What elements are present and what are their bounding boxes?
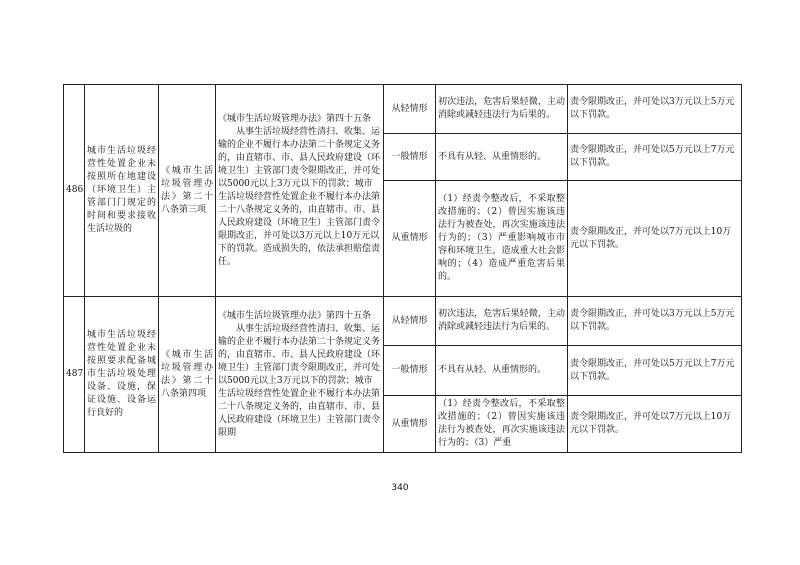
basis-body: 从事生活垃圾经营性清扫、收集、运输的企业不履行本办法第二十条规定义务的，由直辖市、市、县人民政府建设（环境卫生）主管部门责令限期改正，并可处以5000元以上3万元以下的罚款；城市生活垃圾经营性处置企业不履行本办法第二十八条规定义务的，由直辖市、市、县人民政府建设（环境卫生）主管部门责令限期改正，并可处以3万元以上10万元以下的罚款。造成损失的，依法承担赔偿责任。 (218, 126, 381, 267)
table-row (64, 297, 742, 346)
basis-title: 《城市生活垃圾管理办法》第四十五条 (218, 113, 372, 124)
legal-basis-short: 《城市生活垃圾管理办法》第二十八条第三项 (159, 85, 216, 297)
item-number: 487 (64, 297, 85, 453)
page-number: 340 (391, 483, 409, 493)
legal-basis-full (216, 85, 384, 297)
penalty-measure: 责令限期改正，并可处以5万元以上7万元以下罚款。 (568, 346, 742, 396)
violation-condition: 城市生活垃圾经营性处置企业未按照所在地建设（环境卫生）主管部门门规定的时间和要求接收生活垃圾的 (85, 85, 159, 297)
basis-title: 《城市生活垃圾管理办法》第四十五条 (218, 310, 372, 321)
legal-basis-full (216, 297, 384, 453)
penalty-measure: 责令限期改正，并可处以5万元以上7万元以下罚款。 (568, 134, 742, 181)
situation-label: 从重情形 (384, 181, 436, 297)
penalty-measure: 责令限期改正，并可处以7万元以上10万元以下罚款。 (568, 181, 742, 297)
situation-label: 一般情形 (384, 346, 436, 396)
discretion-standard: 不具有从轻、从重情形的。 (436, 134, 568, 181)
violation-condition: 城市生活垃圾经营性处置企业未按照要求配备城市生活垃圾处理设备、设施，保证设施、设备运行良好的 (85, 297, 159, 453)
discretion-standard: 不具有从轻、从重情形的。 (436, 346, 568, 396)
situation-label: 从轻情形 (384, 85, 436, 134)
basis-body: 从事生活垃圾经营性清扫、收集、运输的企业不履行本办法第二十条规定义务的，由直辖市、市、县人民政府建设（环境卫生）主管部门责令限期改正，并可处以5000元以上3万元以下的罚款；城市生活垃圾经营性处置企业不履行本办法第二十八条规定义务的，由直辖市、市、县人民政府建设（环境卫生）主管部门责令限期 (218, 323, 381, 438)
discretion-standard: 初次违法，危害后果轻微，主动消除或减轻违法行为后果的。 (436, 85, 568, 134)
situation-label: 一般情形 (384, 134, 436, 181)
situation-label: 从重情形 (384, 396, 436, 453)
penalty-measure: 责令限期改正，并可处以3万元以上5万元以下罚款。 (568, 85, 742, 134)
item-number: 486 (64, 85, 85, 297)
discretion-standard: 初次违法，危害后果轻微，主动消除或减轻违法行为后果的。 (436, 297, 568, 346)
discretion-standard: （1）经责令整改后，不采取整改措施的；（2）曾因实施该违法行为被查处，再次实施该违法行为的；（3）严重影响城市市容和环境卫生，造成重大社会影响的；（4）造成严重危害后果的。 (436, 181, 568, 297)
discretion-standard: （1）经责令整改后，不采取整改措施的；（2）曾因实施该违法行为被查处，再次实施该违法行为的；（3）严重 (436, 396, 568, 453)
legal-basis-short: 《城市生活垃圾管理办法》第二十八条第四项 (159, 297, 216, 453)
penalty-measure: 责令限期改正，并可处以3万元以上5万元以下罚款。 (568, 297, 742, 346)
situation-label: 从轻情形 (384, 297, 436, 346)
table-row (64, 85, 742, 134)
penalty-measure: 责令限期改正，并可处以7万元以上10万元以下罚款。 (568, 396, 742, 453)
penalty-standard-table (63, 84, 742, 453)
